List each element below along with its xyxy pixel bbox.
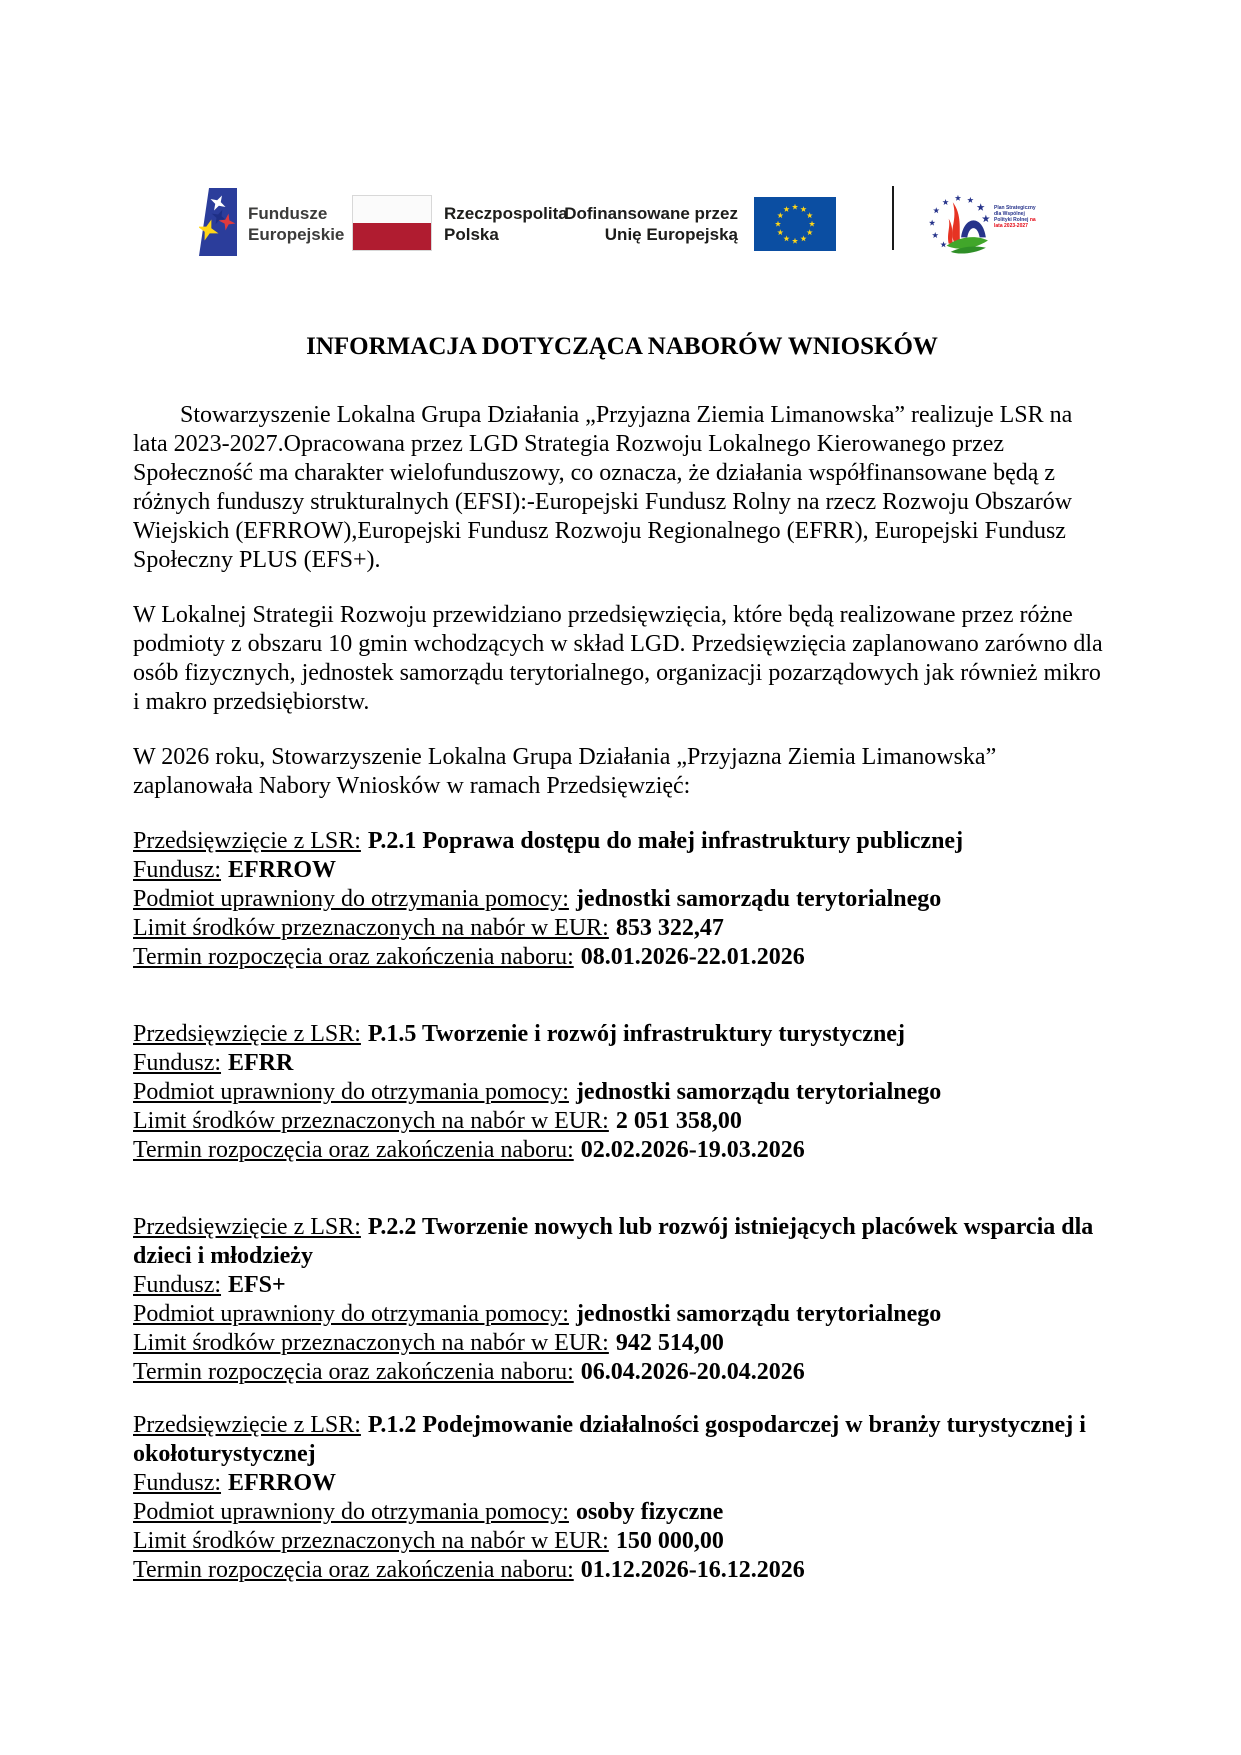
call-section-2 bbox=[133, 1020, 1111, 1165]
field-row-project bbox=[133, 1213, 1111, 1271]
call-section-1 bbox=[133, 827, 1111, 972]
field-label: Limit środków przeznaczonych na nabór w EUR: bbox=[133, 1330, 609, 1356]
field-row-project bbox=[133, 1020, 1111, 1049]
field-label: Fundusz: bbox=[133, 1050, 222, 1076]
field-row-fund bbox=[133, 856, 1111, 885]
field-row-limit bbox=[133, 1329, 1111, 1358]
field-value: P.1.2 Podejmowanie działalności gospodarczej w branży turystycznej i okołoturystycznej bbox=[133, 1412, 1086, 1467]
field-row-beneficiary bbox=[133, 1300, 1111, 1329]
field-label: Podmiot uprawniony do otrzymania pomocy: bbox=[133, 886, 569, 912]
field-value: osoby fizyczne bbox=[575, 1499, 724, 1525]
poland-flag-red-stripe bbox=[353, 223, 431, 250]
pl-label-line1: Rzeczpospolita bbox=[444, 204, 568, 223]
eu-cofunded-line2: Unię Europejską bbox=[604, 225, 738, 244]
pl-label-line2: Polska bbox=[444, 225, 499, 244]
field-row-term bbox=[133, 1358, 1111, 1387]
field-label: Przedsięwzięcie z LSR: bbox=[133, 1021, 361, 1047]
field-row-project bbox=[133, 1411, 1111, 1469]
document-content bbox=[133, 332, 1111, 1585]
field-label: Termin rozpoczęcia oraz zakończenia naboru: bbox=[133, 944, 574, 970]
pswpr-caption-years: na lata 2023-2027 bbox=[994, 217, 1036, 229]
field-value: 853 322,47 bbox=[615, 915, 724, 941]
logo-divider bbox=[892, 186, 894, 250]
fe-label-line1: Fundusze bbox=[248, 204, 328, 223]
field-label: Przedsięwzięcie z LSR: bbox=[133, 828, 361, 854]
field-row-limit bbox=[133, 1107, 1111, 1136]
field-value: jednostki samorządu terytorialnego bbox=[575, 1301, 942, 1327]
field-label: Termin rozpoczęcia oraz zakończenia naboru: bbox=[133, 1359, 574, 1385]
fe-label-line2: Europejskie bbox=[248, 225, 345, 244]
field-value: EFRROW bbox=[228, 857, 337, 883]
paragraph-2026-plans: W 2026 roku, Stowarzyszenie Lokalna Grupa Działania „Przyjazna Ziemia Limanowska” zaplanowała Nabory Wniosków w ramach Przedsięwzięć: bbox=[133, 744, 997, 799]
field-value: 942 514,00 bbox=[615, 1330, 724, 1356]
field-row-fund bbox=[133, 1469, 1111, 1498]
call-section-4 bbox=[133, 1411, 1111, 1585]
field-value: P.2.1 Poprawa dostępu do małej infrastruktury publicznej bbox=[367, 828, 964, 854]
field-value: jednostki samorządu terytorialnego bbox=[575, 1079, 942, 1105]
field-row-beneficiary bbox=[133, 885, 1111, 914]
eu-cofunded-line1: Dofinansowane przez bbox=[564, 204, 738, 223]
field-row-beneficiary bbox=[133, 1078, 1111, 1107]
eu-flag-icon bbox=[754, 197, 836, 251]
page-title: INFORMACJA DOTYCZĄCA NABORÓW WNIOSKÓW bbox=[306, 333, 938, 360]
field-value: 08.01.2026-22.01.2026 bbox=[580, 944, 805, 970]
field-row-beneficiary bbox=[133, 1498, 1111, 1527]
paragraph-strategy: W Lokalnej Strategii Rozwoju przewidziano przedsięwzięcia, które będą realizowane przez różne podmioty z obszaru 10 gmin wchodzących w skład LGD. Przedsięwzięcia zaplanowano zarówno dla osób fizycznych, jednostek samorządu terytorialnego, organizacji pozarządowych jak również mikro i makro przedsiębiorstw. bbox=[133, 602, 1103, 715]
field-label: Fundusz: bbox=[133, 1272, 222, 1298]
call-section-3 bbox=[133, 1213, 1111, 1387]
field-value: jednostki samorządu terytorialnego bbox=[575, 886, 942, 912]
european-funds-logo-label bbox=[248, 203, 344, 245]
field-value: 2 051 358,00 bbox=[615, 1108, 742, 1134]
field-label: Limit środków przeznaczonych na nabór w EUR: bbox=[133, 915, 609, 941]
field-value: 02.02.2026-19.03.2026 bbox=[580, 1137, 805, 1163]
european-funds-logo-icon bbox=[199, 188, 237, 256]
field-value: EFS+ bbox=[228, 1272, 286, 1298]
field-row-limit bbox=[133, 914, 1111, 943]
field-row-project bbox=[133, 827, 1111, 856]
field-label: Podmiot uprawniony do otrzymania pomocy: bbox=[133, 1301, 569, 1327]
field-row-fund bbox=[133, 1049, 1111, 1078]
field-value: 06.04.2026-20.04.2026 bbox=[580, 1359, 805, 1385]
pswpr-caption-text: Plan Strategiczny dla Wspólnej Polityki Rolnej bbox=[994, 205, 1036, 223]
field-row-term bbox=[133, 943, 1111, 972]
field-row-limit bbox=[133, 1527, 1111, 1556]
field-row-term bbox=[133, 1136, 1111, 1165]
poland-flag-icon bbox=[352, 195, 432, 251]
field-label: Fundusz: bbox=[133, 857, 222, 883]
field-value: EFRROW bbox=[228, 1470, 337, 1496]
cap-strategic-plan-logo-icon bbox=[928, 194, 990, 256]
field-value: P.1.5 Tworzenie i rozwój infrastruktury turystycznej bbox=[367, 1021, 905, 1047]
field-value: 150 000,00 bbox=[615, 1528, 724, 1554]
field-row-term bbox=[133, 1556, 1111, 1585]
field-value: EFRR bbox=[228, 1050, 294, 1076]
field-label: Podmiot uprawniony do otrzymania pomocy: bbox=[133, 1499, 569, 1525]
field-row-fund bbox=[133, 1271, 1111, 1300]
field-label: Podmiot uprawniony do otrzymania pomocy: bbox=[133, 1079, 569, 1105]
field-value: P.2.2 Tworzenie nowych lub rozwój istniejących placówek wsparcia dla dzieci i młodzieży bbox=[133, 1214, 1094, 1269]
cap-strategic-plan-caption bbox=[994, 205, 1038, 229]
field-label: Limit środków przeznaczonych na nabór w EUR: bbox=[133, 1528, 609, 1554]
field-label: Termin rozpoczęcia oraz zakończenia naboru: bbox=[133, 1557, 574, 1583]
field-value: 01.12.2026-16.12.2026 bbox=[580, 1557, 805, 1583]
field-label: Fundusz: bbox=[133, 1470, 222, 1496]
field-label: Przedsięwzięcie z LSR: bbox=[133, 1214, 361, 1240]
field-label: Termin rozpoczęcia oraz zakończenia naboru: bbox=[133, 1137, 574, 1163]
field-label: Limit środków przeznaczonych na nabór w EUR: bbox=[133, 1108, 609, 1134]
field-label: Przedsięwzięcie z LSR: bbox=[133, 1412, 361, 1438]
paragraph-intro: Stowarzyszenie Lokalna Grupa Działania „Przyjazna Ziemia Limanowska” realizuje LSR na lata 2023-2027.Opracowana przez LGD Strategia Rozwoju Lokalnego Kierowanego przez Społeczność ma charakter wielofunduszowy, co oznacza, że działania współfinansowane będą z różnych funduszy strukturalnych (EFSI):-Europejski Fundusz Rolny na rzecz Rozwoju Obszarów Wiejskich (EFRROW),Europejski Fundusz Rozwoju Regionalnego (EFRR), Europejski Fundusz Społeczny PLUS (EFS+). bbox=[133, 402, 1073, 573]
eu-cofunded-label bbox=[510, 203, 738, 245]
logo-bar bbox=[0, 0, 1241, 280]
